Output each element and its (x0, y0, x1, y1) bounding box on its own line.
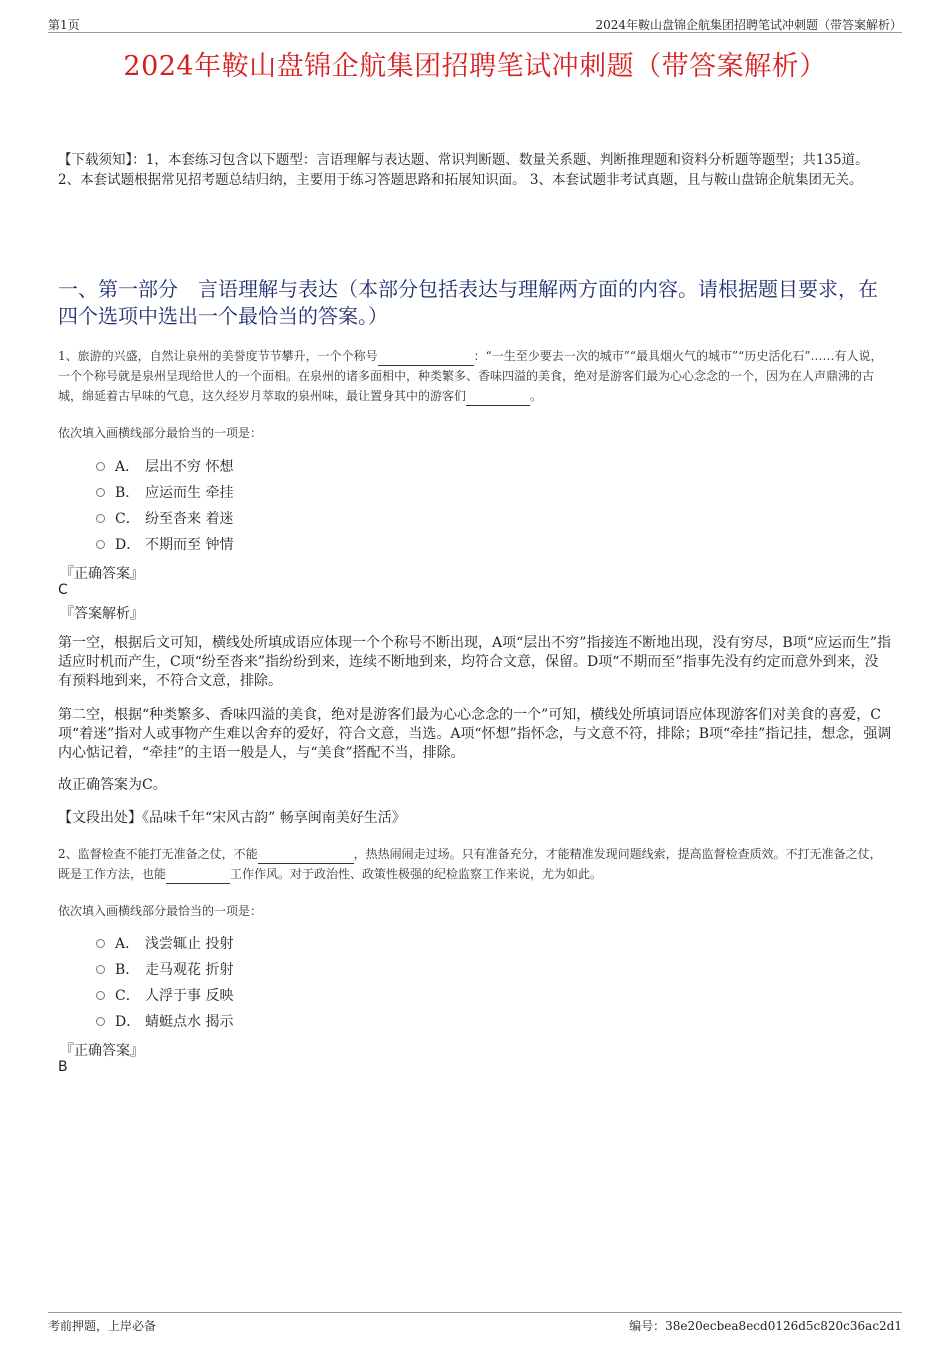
option-d[interactable]: D． 不期而至 钟情 (96, 531, 233, 557)
question-1-text (58, 346, 892, 406)
option-d[interactable]: D． 蜻蜓点水 揭示 (96, 1008, 233, 1034)
q1-text-b: ：“一生至少要去一次的城市”“最具烟火气的城市”“历史活化石”……有人说，一个个称号就是泉州呈现给世人的一个面相。在泉州的诸多面相中，种类繁多、香味四溢的美食，绝对是游客们最为心心念念的一个，因为在人声鼎沸的古城，绵延着古早味的气息，这久经岁月萃取的泉州味，最让置身其中的游客们 (58, 349, 883, 403)
option-b[interactable]: B． 走马观花 折射 (96, 956, 233, 982)
footer-slogan: 考前押题，上岸必备 (48, 1319, 157, 1333)
q2-text-b: ，热热闹闹走过场。只有准备充分，才能精准发现问题线索，提高监督检查质效。不打无准备之仗，既是工作方法，也能 (58, 847, 882, 881)
analysis-paragraph-2: 第二空，根据“种类繁多、香味四溢的美食，绝对是游客们最为心心念念的一个”可知，横线处所填词语应体现游客们对美食的喜爱，C项“着迷”指对人或事物产生难以舍弃的爱好，符合文意，当选。A项“怀想”指怀念，与文意不符，排除；B项“牵挂”指记挂，想念，强调内心惦记着，“牵挂”的主语一般是人，与“美食”搭配不当，排除。 (58, 707, 892, 761)
option-c[interactable]: C． 纷至沓来 着迷 (96, 505, 233, 531)
download-notice: 【下载须知】：1，本套练习包含以下题型：言语理解与表达题、常识判断题、数量关系题、判断推理题和资料分析题等题型；共135道。 2、本套试题根据常见招考题总结归纳，主要用于练习答题思路和拓展知识面。 3、本套试题非考试真题，且与鞍山盘锦企航集团无关。 (58, 152, 869, 188)
q1-prompt: 依次填入画横线部分最恰当的一项是： (58, 426, 263, 440)
q1-options (96, 453, 233, 557)
blank (258, 849, 354, 864)
document-title: 2024年鞍山盘锦企航集团招聘笔试冲刺题（带答案解析） (123, 51, 827, 82)
radio-icon (96, 939, 105, 948)
q2-answer-label: 『正确答案』 (60, 1043, 144, 1059)
option-a[interactable]: A． 层出不穷 怀想 (96, 453, 233, 479)
option-b[interactable]: B． 应运而生 牵挂 (96, 479, 233, 505)
option-a[interactable]: A． 浅尝辄止 投射 (96, 930, 233, 956)
radio-icon (96, 991, 105, 1000)
page-number: 第1页 (48, 18, 80, 32)
q1-text-a: 1、旅游的兴盛，自然让泉州的美誉度节节攀升，一个个称号 (58, 349, 378, 363)
q1-answer: C (58, 582, 68, 598)
radio-icon (96, 514, 105, 523)
analysis-conclusion: 故正确答案为C。 (58, 777, 167, 793)
blank (466, 391, 530, 406)
q2-answer: B (58, 1059, 68, 1075)
q1-text-c: 。 (530, 389, 543, 403)
header-doc-title: 2024年鞍山盘锦企航集团招聘笔试冲刺题（带答案解析） (595, 18, 902, 32)
blank (166, 869, 230, 884)
q2-options (96, 930, 233, 1034)
radio-icon (96, 488, 105, 497)
radio-icon (96, 965, 105, 974)
radio-icon (96, 1017, 105, 1026)
radio-icon (96, 462, 105, 471)
question-2-text (58, 844, 892, 884)
q2-text-a: 2、监督检查不能打无准备之仗，不能 (58, 847, 258, 861)
radio-icon (96, 540, 105, 549)
page-header (48, 14, 902, 33)
q2-prompt: 依次填入画横线部分最恰当的一项是： (58, 904, 263, 918)
blank (378, 351, 474, 366)
page-footer (48, 1312, 902, 1333)
q1-answer-label: 『正确答案』 (60, 566, 144, 582)
document-id: 编号：38e20ecbea8ecd0126d5c820c36ac2d1 (629, 1319, 902, 1333)
option-c[interactable]: C． 人浮于事 反映 (96, 982, 233, 1008)
section-heading: 一、第一部分 言语理解与表达（本部分包括表达与理解两方面的内容。请根据题目要求，在四个选项中选出一个最恰当的答案。） (58, 277, 878, 328)
q1-analysis-label: 『答案解析』 (60, 606, 144, 622)
analysis-paragraph-1: 第一空，根据后文可知，横线处所填成语应体现一个个称号不断出现，A项“层出不穷”指接连不断地出现，没有穷尽，B项“应运而生”指适应时机而产生，C项“纷至沓来”指纷纷到来，连续不断地到来，均符合文意，保留。D项“不期而至”指事先没有约定而意外到来，没有预料地到来，不符合文意，排除。 (58, 635, 892, 689)
q2-text-c: 工作作风。对于政治性、政策性极强的纪检监察工作来说，尤为如此。 (230, 867, 603, 881)
q1-source: 【文段出处】《品味千年“宋风古韵” 畅享闽南美好生活》 (58, 810, 406, 826)
